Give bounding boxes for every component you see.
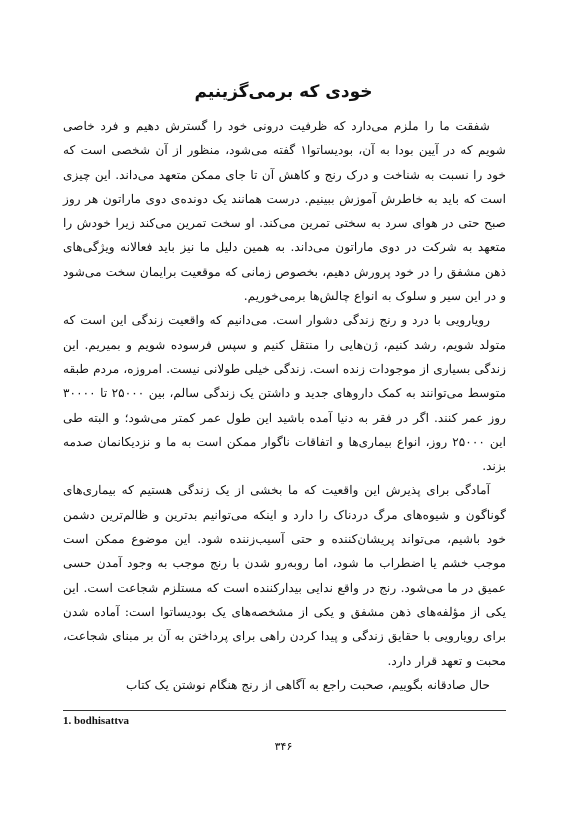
footnote-divider: [63, 710, 506, 711]
body-text: [63, 114, 506, 697]
chapter-title: خودی که برمی‌گزینیم: [194, 82, 373, 102]
paragraph: شفقت ما را ملزم می‌دارد که ظرفیت درونی خود را گسترش دهیم و فرد خاصی شویم که در آیین بودا به آن، بودیساتوا۱ گفته می‌شود، منظور از آن شخصی است که خود را نسبت به شناخت و درک رنج و کاهش آن تا جای ممکن متعهد می‌داند. این چیزی است که باید به خاطرش آموزش ببینیم. درست همانند یک دونده‌ی دوی ماراتون هر روز صبح حتی در هوای سرد به سختی تمرین می‌کند. او سخت تمرین می‌کند زیرا خودش را متعهد به شرکت در دوی ماراتون می‌داند. به همین دلیل ما نیز باید فعالانه ویژگی‌های ذهن مشفق را در خود پرورش دهیم، بخصوص زمانی که موقعیت برایمان سخت می‌شود و در این سیر و سلوک به انواع چالش‌ها برمی‌خوریم.: [63, 119, 506, 304]
page-number: ۳۴۶: [274, 740, 293, 753]
paragraph: رویارویی با درد و رنج زندگی دشوار است. می‌دانیم که واقعیت زندگی این است که متولد شویم، رشد کنیم، ژن‌هایی را منتقل کنیم و سپس فرسوده شویم و بمیریم. این زندگی بسیاری از موجودات زنده است. زندگی خیلی طولانی نیست. امروزه، مردم طبقه متوسط می‌توانند به کمک داروهای جدید و داشتن یک زندگی سالم، بین ۲۵۰۰۰ تا ۳۰۰۰۰ روز عمر کنند. اگر در فقر به دنیا آمده باشید این طول عمر کمتر می‌شود؛ و البته طی این ۲۵۰۰۰ روز، انواع بیماری‌ها و اتفاقات ناگوار ممکن است به ما و نزدیکانمان صدمه بزند.: [63, 313, 507, 474]
paragraph: آمادگی برای پذیرش این واقعیت که ما بخشی از یک زندگی هستیم که بیماری‌های گوناگون و شیوه‌های مرگ دردناک را دارد و اینکه می‌توانیم بدترین و ظالم‌ترین دشمن خود باشیم، می‌تواند پریشان‌کننده و حتی آسیب‌زننده شود. این موضوع ممکن است موجب خشم یا اضطراب ما شود، اما روبه‌رو شدن با رنج موجب به وجود آمدن حسی عمیق در ما می‌شود. رنج در واقع ندایی بیدارکننده است که مستلزم شجاعت است. این یکی از مؤلفه‌های ذهن مشفق و یکی از مشخصه‌های یک بودیساتوا است: آماده شدن برای رویارویی با حقایق زندگی و پیدا کردن راهی برای پرداختن به آن بر مبنای شجاعت، محبت و تعهد قرار دارد.: [63, 483, 506, 668]
footnote: 1. bodhisattva: [63, 715, 130, 727]
paragraph: حال صادقانه بگوییم، صحبت راجع به آگاهی از رنج هنگام نوشتن یک کتاب: [126, 677, 490, 692]
